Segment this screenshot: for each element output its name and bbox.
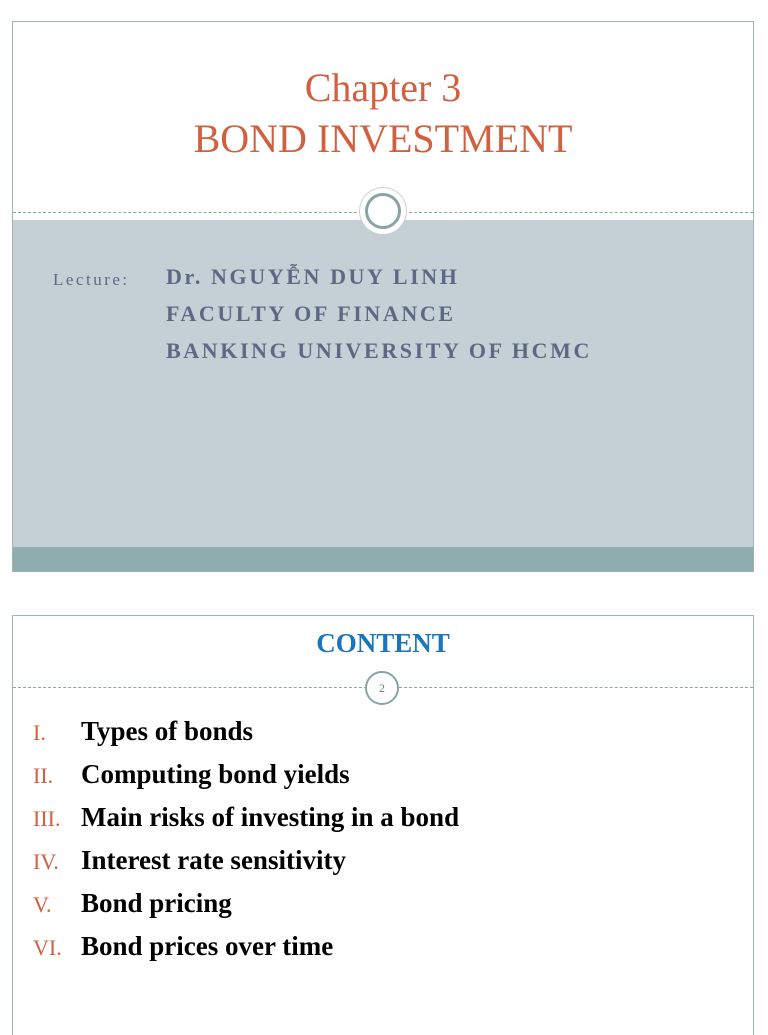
list-item <box>13 845 753 888</box>
list-item <box>13 802 753 845</box>
item-number: IV. <box>33 849 59 874</box>
item-label: Main risks of investing in a bond <box>81 802 460 832</box>
chapter-title: Chapter 3 <box>304 65 462 110</box>
list-item <box>13 716 753 759</box>
item-label: Computing bond yields <box>81 759 350 789</box>
item-number: II. <box>33 763 54 788</box>
list-item <box>13 888 753 931</box>
lecturer-name: Dr. NGUYỄN DUY LINH <box>166 264 460 289</box>
list-item <box>13 759 753 802</box>
content-slide <box>12 615 754 1035</box>
page-number-circle: 2 <box>365 671 399 705</box>
item-label: Types of bonds <box>81 716 254 746</box>
bottom-band <box>13 547 753 572</box>
item-label: Bond prices over time <box>81 931 334 961</box>
lecture-label: Lecture: <box>53 270 130 289</box>
content-heading: CONTENT <box>316 628 450 658</box>
title-slide <box>12 21 754 572</box>
item-label: Bond pricing <box>81 888 232 918</box>
lecturer-faculty: FACULTY OF FINANCE <box>166 301 456 326</box>
decorative-circle-icon <box>360 188 406 234</box>
item-number: V. <box>33 892 52 917</box>
list-item <box>13 931 753 974</box>
item-number: I. <box>33 720 46 745</box>
table-of-contents <box>13 716 753 974</box>
item-number: III. <box>33 806 61 831</box>
lecturer-university: BANKING UNIVERSITY OF HCMC <box>166 338 592 363</box>
title-area <box>13 22 753 212</box>
item-label: Interest rate sensitivity <box>81 845 346 875</box>
item-number: VI. <box>33 935 62 960</box>
decorative-circle-ring <box>365 193 401 229</box>
chapter-subtitle: BOND INVESTMENT <box>193 116 573 161</box>
